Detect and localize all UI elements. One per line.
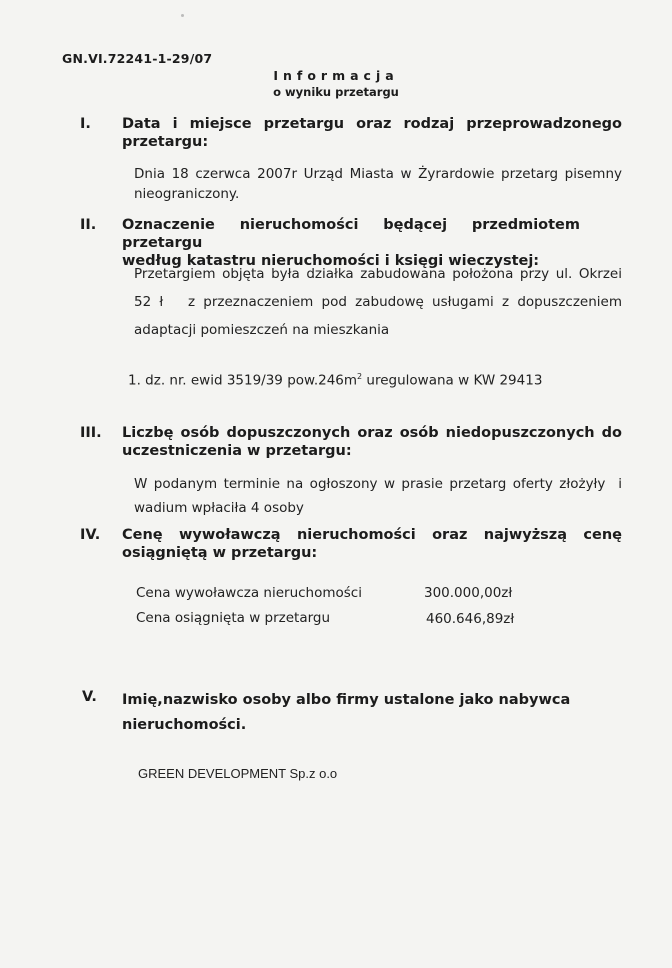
section-3-body-line1: W podanym terminie na ogłoszony w prasie przetarg oferty złożyły i [134, 476, 622, 492]
section-1-numeral: I. [80, 116, 91, 132]
section-2-heading-line2: według katastru nieruchomości i księgi wieczystej: [122, 253, 540, 269]
section-3-heading-line2: uczestniczenia w przetargu: [122, 443, 352, 459]
section-1-heading-line2: przetargu: [122, 134, 209, 150]
section-4-heading-line1: Cenę wywoławczą nieruchomości oraz najwyższą cenę [122, 527, 622, 543]
buyer-name: GREEN DEVELOPMENT Sp.z o.o [138, 766, 338, 781]
section-3-body [134, 472, 622, 520]
achieved-price-value: 460.646,89zł [426, 611, 515, 627]
section-1-body [134, 164, 622, 204]
section-5-numeral: V. [82, 689, 97, 705]
starting-price-value: 300.000,00zł [424, 585, 513, 601]
section-2-numeral: II. [80, 217, 97, 233]
section-1-heading-line1: Data i miejsce przetargu oraz rodzaj przeprowadzonego [122, 116, 622, 132]
section-3-heading-line1: Liczbę osób dopuszczonych oraz osób niedopuszczonych do [122, 425, 622, 441]
parcel-item-text: 1. dz. nr. ewid 3519/39 pow.246m [128, 372, 358, 389]
section-4-numeral: IV. [80, 527, 101, 543]
section-5-heading-line1: Imię,nazwisko osoby albo firmy ustalone jako nabywca [122, 692, 571, 708]
section-3-heading [122, 424, 622, 460]
section-5-heading-line2: nieruchomości. [122, 717, 247, 733]
section-5-heading [122, 688, 622, 738]
section-2-body-line2: 52 ł z przeznaczeniem pod zabudowę usługami z dopuszczeniem [134, 294, 622, 310]
section-1-body-line1: Dnia 18 czerwca 2007r Urząd Miasta w Żyrardowie przetarg pisemny [134, 166, 622, 182]
section-3-body-line2: wadium wpłaciła 4 osoby [134, 500, 304, 516]
parcel-item [128, 372, 542, 389]
scan-speck [181, 14, 184, 17]
document-title: Informacja [273, 68, 399, 83]
starting-price-label: Cena wywoławcza nieruchomości [136, 585, 362, 601]
section-1-heading [122, 115, 622, 151]
section-4-heading [122, 526, 622, 562]
section-2-heading-line1: Oznaczenie nieruchomości będącej przedmiotem przetargu [122, 217, 580, 251]
reference-number: GN.VI.72241-1-29/07 [62, 51, 213, 66]
section-2-body [134, 260, 622, 344]
section-2-body-line3: adaptacji pomieszczeń na mieszkania [134, 322, 390, 338]
section-2-body-line1: Przetargiem objęta była działka zabudowana położona przy ul. Okrzei [134, 266, 622, 282]
parcel-item-sup: 2 [357, 372, 363, 381]
section-1-body-line2: nieograniczony. [134, 186, 240, 202]
section-3-numeral: III. [80, 425, 102, 441]
parcel-item-rest: uregulowana w KW 29413 [362, 372, 543, 389]
section-4-heading-line2: osiągniętą w przetargu: [122, 545, 318, 561]
document-subtitle: o wyniku przetargu [273, 85, 399, 99]
achieved-price-label: Cena osiągnięta w przetargu [136, 610, 331, 626]
